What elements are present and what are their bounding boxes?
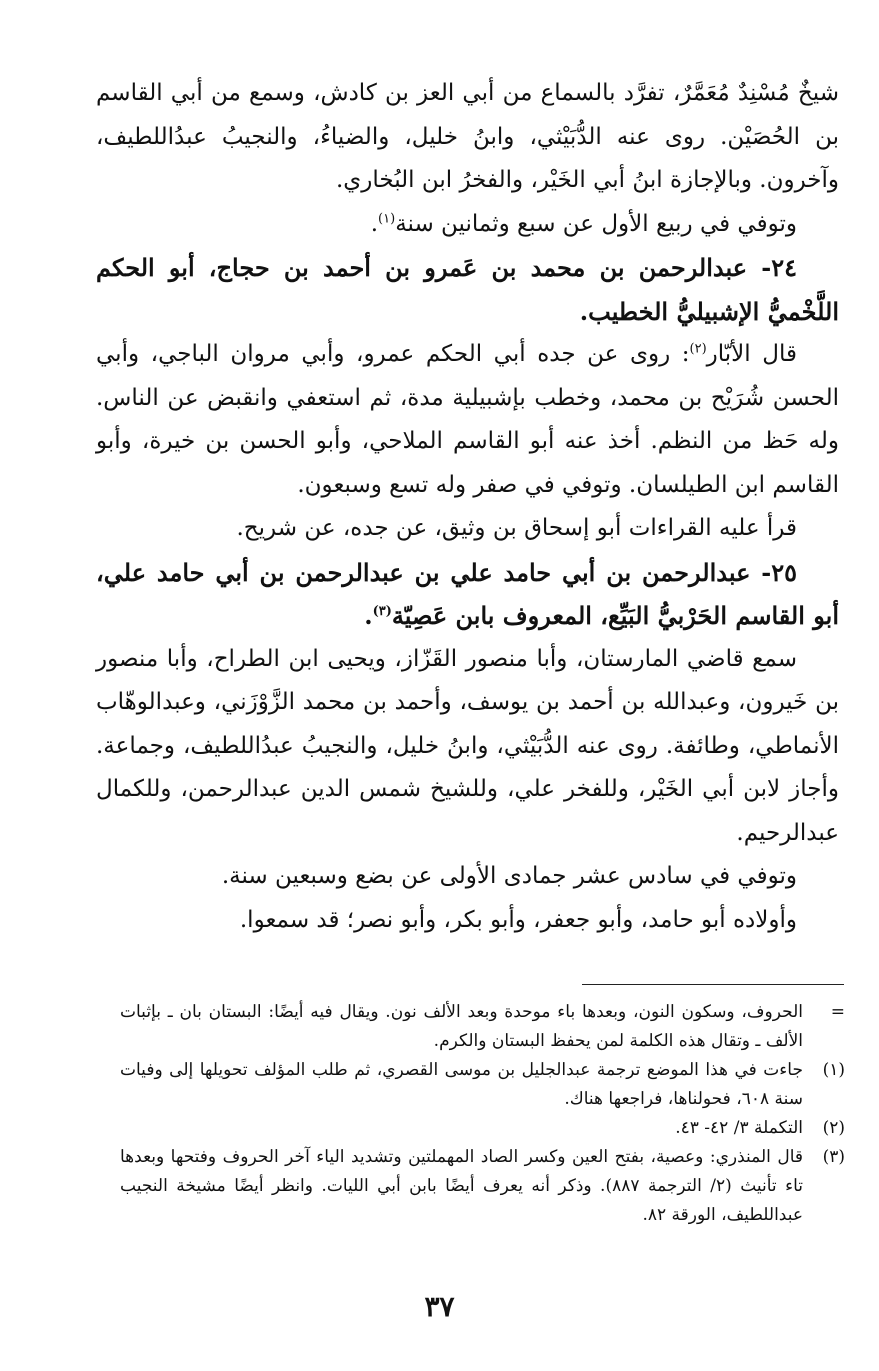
footnote-divider <box>582 984 844 985</box>
footnote-mark: (٣) <box>822 1147 845 1167</box>
footnote-mark: = <box>830 1002 845 1022</box>
entry-heading-25: ٢٥- عبدالرحمن بن أبي حامد علي بن عبدالرحمن بن أبي حامد علي، أبو القاسم الحَرْبيُّ البَيِّع، المعروف بابن عَصِيّة$^{(٣)}$. <box>96 557 839 630</box>
footnote-ref-3[interactable]: (٣) <box>372 604 392 619</box>
footnote-text: الحروف، وسكون النون، وبعدها باء موحدة وبعد الألف نون. ويقال فيه أيضًا: البستان بان ـ بإثبات الألف ـ وتقال هذه الكلمة لمن يحفظ البستان والكرم. <box>120 1002 803 1051</box>
footnote-text: جاءت في هذا الموضع ترجمة عبدالجليل بن موسى القصري، ثم طلب المؤلف تحويلها إلى وفيات سنة ٦٠٨، فحولناها، فراجعها هناك. <box>120 1060 803 1109</box>
entry-heading-24: ٢٤- عبدالرحمن بن محمد بن عَمرو بن أحمد بن حجاج، أبو الحكم اللَّخْميُّ الإشبيليُّ الخطيب. <box>96 253 839 326</box>
paragraph-2: وتوفي في ربيع الأول عن سبع وثمانين سنة$^{(١)}$. <box>370 210 797 237</box>
footnote-continued <box>120 998 845 1056</box>
footnote-mark: (٢) <box>822 1118 845 1138</box>
page-number: ٣٧ <box>424 1290 455 1323</box>
footnote-2 <box>120 1114 845 1143</box>
paragraph-7: وأولاده أبو حامد، وأبو جعفر، وأبو بكر، وأبو نصر؛ قد سمعوا. <box>239 906 797 933</box>
main-text <box>96 72 839 942</box>
footnote-1 <box>120 1056 845 1114</box>
paragraph-1: شيخٌ مُسْنِدٌ مُعَمَّرٌ، تفرَّد بالسماع من أبي العز بن كادش، وسمع من أبي القاسم بن الحُصَيْن. روى عنه الدُّبَيْثي، وابنُ خليل، والضياءُ، والنجيبُ عبدُاللطيف، وآخرون. وبالإجازة ابنُ أبي الخَيْر، والفخرُ ابن البُخاري. <box>96 80 839 193</box>
footnote-ref-2[interactable]: (٢) <box>689 341 707 357</box>
paragraph-3: قال الأبّار$^{(٢)}$: روى عن جده أبي الحكم عمرو، وأبي مروان الباجي، وأبي الحسن شُرَيْح بن محمد، وخطب بإشبيلية مدة، ثم استعفي وانقبض عن الناس. وله حَظ من النظم. أخذ عنه أبو القاسم الملاحي، وأبو الحسن بن خيرة، وأبو القاسم ابن الطيلسان. وتوفي في صفر وله تسع وسبعون. <box>96 341 839 498</box>
footnote-text: قال المنذري: وعصية، بفتح العين وكسر الصاد المهملتين وتشديد الياء آخر الحروف وفتحها وبعدها تاء تأنيث (٢/ الترجمة ٨٨٧). وذكر أنه يعرف أيضًا بابن أبي الليات. وانظر أيضًا مشيخة النجيب عبداللطيف، الورقة ٨٢. <box>120 1147 803 1225</box>
footnotes <box>120 998 845 1230</box>
paragraph-5: سمع قاضي المارستان، وأبا منصور القَزّاز، ويحيى ابن الطراح، وأبا منصور بن خَيرون، وعبدالله بن أحمد بن يوسف، وأحمد بن محمد الزَّوْزَني، وعبدالوهّاب الأنماطي، وطائفة. روى عنه الدُّبَيْثي، وابنُ خليل، والنجيبُ عبدُاللطيف، وجماعة. وأجاز لابن أبي الخَيْر، وللفخر علي، وللشيخ شمس الدين عبدالرحمن، وللكمال عبدالرحيم. <box>96 645 839 846</box>
footnote-mark: (١) <box>822 1060 845 1080</box>
paragraph-4: قرأ عليه القراءات أبو إسحاق بن وثيق، عن جده، عن شريح. <box>236 515 797 541</box>
footnote-text: التكملة ٣/ ٤٢- ٤٣. <box>675 1118 803 1138</box>
paragraph-6: وتوفي في سادس عشر جمادى الأولى عن بضع وسبعين سنة. <box>221 863 797 889</box>
footnote-ref-1[interactable]: (١) <box>378 210 396 226</box>
footnote-3 <box>120 1143 845 1230</box>
